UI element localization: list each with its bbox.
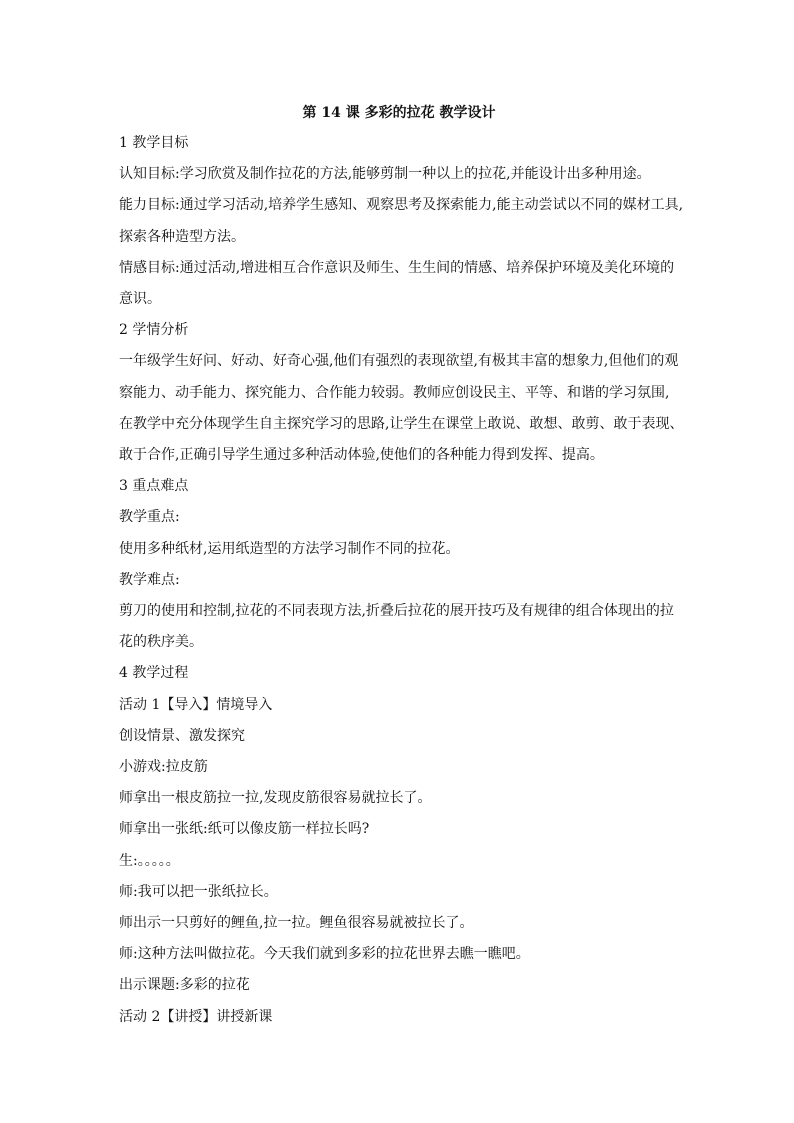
paragraph-line: 剪刀的使用和控制,拉花的不同表现方法,折叠后拉花的展开技巧及有规律的组合体现出的拉 [119,603,674,619]
paragraph [119,128,679,159]
paragraph [119,721,679,752]
paragraph [119,346,684,471]
paragraph-line: 2 学情分析 [119,322,189,339]
paragraph-line: 敢于合作,正确引导学生通过多种活动体验,使他们的各种能力得到发挥、提高。 [119,446,604,463]
paragraph [119,846,679,877]
paragraph [119,502,679,533]
paragraph [119,690,679,721]
paragraph-line: 师拿出一张纸:纸可以像皮筋一样拉长吗? [119,821,370,838]
paragraph-line: 师拿出一根皮筋拉一拉,发现皮筋很容易就拉长了。 [119,790,432,807]
paragraph-line: 3 重点难点 [119,478,189,495]
paragraph [119,471,679,502]
document-title: 第 14 课 多彩的拉花 教学设计 [302,105,496,121]
paragraph-line: 教学难点: [119,571,180,588]
paragraph [119,159,679,190]
paragraph-line: 在教学中充分体现学生自主探究学习的思路,让学生在课堂上敢说、敢想、敢剪、敢于表现、 [119,415,684,432]
paragraph [119,752,679,783]
paragraph-line: 意识。 [119,290,161,307]
paragraph-line: 察能力、动手能力、探究能力、合作能力较弱。教师应创设民主、平等、和谐的学习氛围, [119,384,670,401]
paragraph-line: 使用多种纸材,运用纸造型的方法学习制作不同的拉花。 [119,540,460,557]
paragraph [119,565,679,596]
paragraph-line: 教学重点: [119,509,180,526]
paragraph [119,970,679,1001]
paragraph-line: 1 教学目标 [119,135,189,151]
paragraph-line: 创设情景、激发探究 [119,727,245,744]
paragraph-line: 师出示一只剪好的鲤鱼,拉一拉。鲤鱼很容易就被拉长了。 [119,915,474,931]
paragraph [119,658,679,689]
paragraph-line: 活动 2【讲授】讲授新课 [119,1008,273,1025]
paragraph [119,783,679,814]
paragraph-line: 花的秩序美。 [119,634,203,651]
paragraph-line: 师:我可以把一张纸拉长。 [119,883,278,900]
paragraph [119,939,679,970]
paragraph-line: 生:。。。。。 [119,852,180,869]
paragraph-line: 小游戏:拉皮筋 [119,759,208,775]
paragraph [119,596,679,658]
paragraph-line: 能力目标:通过学习活动,培养学生感知、观察思考及探索能力,能主动尝试以不同的媒材工具, [119,197,684,214]
paragraph [119,534,679,565]
paragraph [119,315,679,346]
paragraph [119,877,679,908]
paragraph-line: 4 教学过程 [119,665,189,682]
paragraph-line: 活动 1【导入】情境导入 [119,696,273,713]
paragraph-line: 师:这种方法叫做拉花。今天我们就到多彩的拉花世界去瞧一瞧吧。 [119,946,530,963]
paragraph-line: 一年级学生好问、好动、好奇心强,他们有强烈的表现欲望,有极其丰富的想象力,但他们的观 [119,353,679,370]
paragraph-line: 情感目标:通过活动,增进相互合作意识及师生、生生间的情感、培养保护环境及美化环境的 [119,259,675,276]
paragraph [119,908,679,939]
paragraph-line: 探索各种造型方法。 [119,228,245,245]
paragraph [119,1002,679,1033]
paragraph [119,190,684,252]
paragraph-line: 出示课题:多彩的拉花 [119,977,250,994]
paragraph [119,814,679,845]
paragraph-line: 认知目标:学习欣赏及制作拉花的方法,能够剪制一种以上的拉花,并能设计出多种用途。 [119,166,651,183]
paragraph [119,253,679,315]
